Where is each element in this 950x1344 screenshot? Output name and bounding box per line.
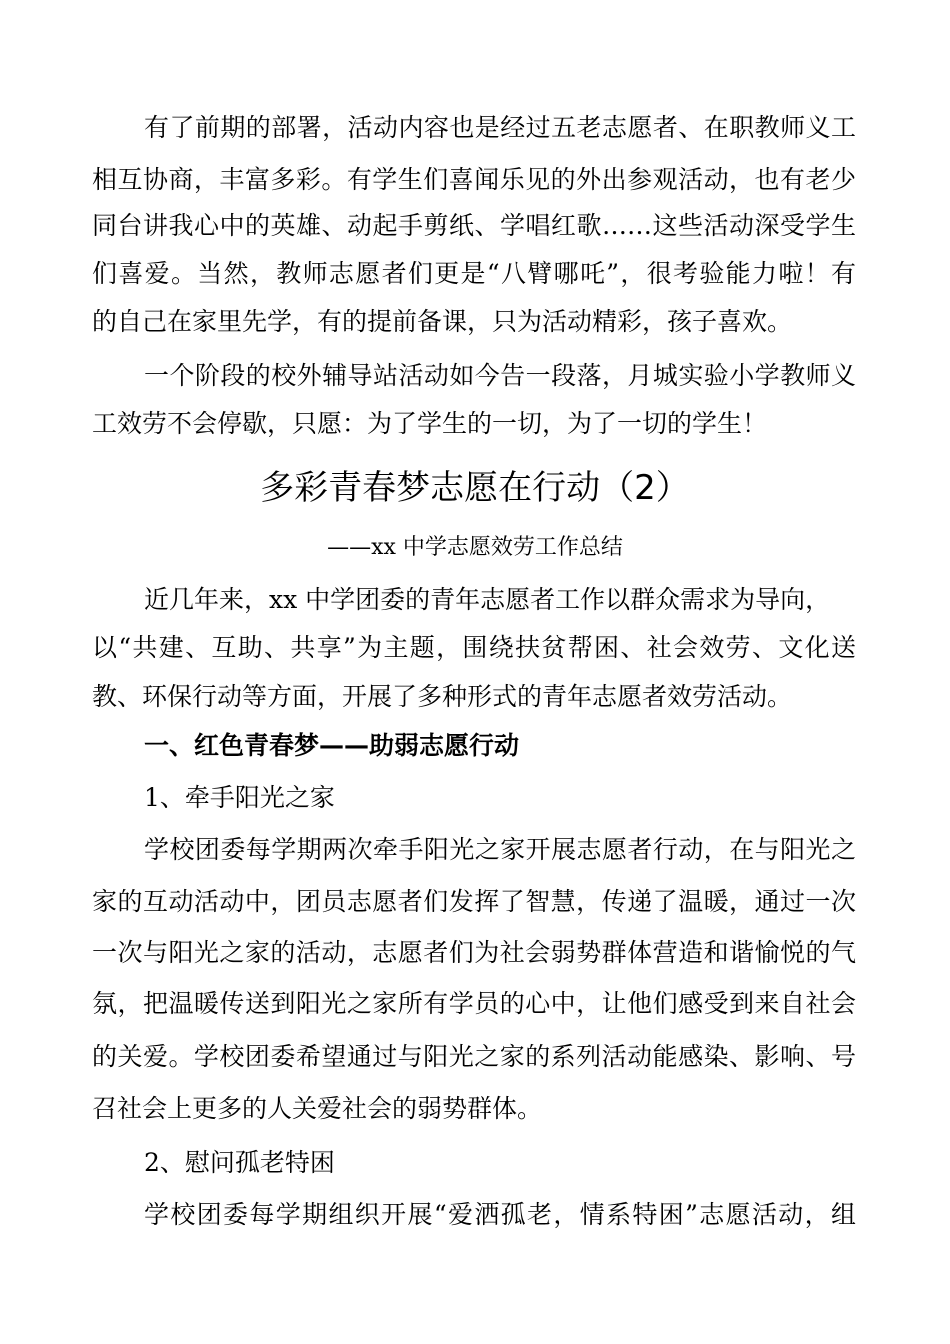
paragraph-line: 相互协商，丰富多彩。有学生们喜闻乐见的外出参观活动，也有老少 <box>92 165 856 194</box>
section-heading: 一、红色青春梦——助弱志愿行动 <box>144 731 520 760</box>
document-subtitle: ——xx 中学志愿效劳工作总结 <box>327 535 623 560</box>
paragraph-line: 同台讲我心中的英雄、动起手剪纸、学唱红歌……这些活动深受学生 <box>92 211 856 240</box>
document-title: 多彩青春梦志愿在行动（2） <box>260 468 690 508</box>
paragraph-line: 工效劳不会停歇，只愿：为了学生的一切，为了一切的学生！ <box>92 409 768 438</box>
paragraph-line: 召社会上更多的人关爱社会的弱势群体。 <box>92 1094 543 1123</box>
paragraph-line: 以“共建、互助、共享”为主题，围绕扶贫帮困、社会效劳、文化送 <box>92 633 856 662</box>
paragraph-line: 学校团委每学期组织开展“爱洒孤老，情系特困”志愿活动，组 <box>144 1200 856 1229</box>
subsection-heading: 1、牵手阳光之家 <box>144 783 335 812</box>
subsection-heading: 2、慰问孤老特困 <box>144 1148 335 1177</box>
paragraph-line: 的关爱。学校团委希望通过与阳光之家的系列活动能感染、影响、号 <box>92 1042 856 1071</box>
paragraph-line: 一个阶段的校外辅导站活动如今告一段落，月城实验小学教师义 <box>144 361 856 390</box>
paragraph-line: 一次与阳光之家的活动，志愿者们为社会弱势群体营造和谐愉悦的气 <box>92 938 856 967</box>
paragraph-line: 的自己在家里先学，有的提前备课，只为活动精彩，孩子喜欢。 <box>92 307 793 336</box>
paragraph-line: 学校团委每学期两次牵手阳光之家开展志愿者行动，在与阳光之 <box>144 835 856 864</box>
paragraph-line: 们喜爱。当然，教师志愿者们更是“八臂哪吒”，很考验能力啦！有 <box>92 259 856 288</box>
paragraph-line: 近几年来，xx 中学团委的青年志愿者工作以群众需求为导向， <box>144 585 831 614</box>
paragraph-line: 氛，把温暖传送到阳光之家所有学员的心中，让他们感受到来自社会 <box>92 989 856 1018</box>
paragraph-line: 有了前期的部署，活动内容也是经过五老志愿者、在职教师义工 <box>144 113 856 142</box>
paragraph-line: 教、环保行动等方面，开展了多种形式的青年志愿者效劳活动。 <box>92 682 793 711</box>
paragraph-line: 家的互动活动中，团员志愿者们发挥了智慧，传递了温暖，通过一次 <box>92 887 856 916</box>
